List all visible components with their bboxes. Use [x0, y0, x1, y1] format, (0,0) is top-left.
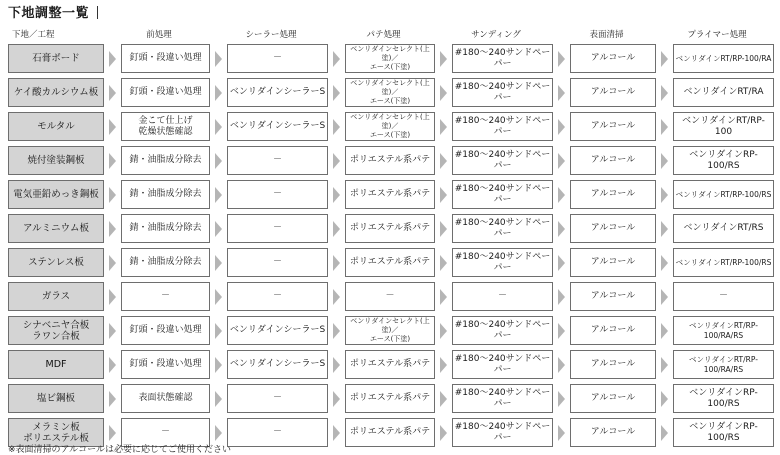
flow-arrow-icon [212, 110, 227, 144]
cell-sanding: #180～240サンドペーパー [452, 248, 553, 277]
step-slot [106, 212, 212, 246]
step-slot [330, 314, 437, 348]
cell-primer: ベンリダインRT/RP-100/RS [673, 248, 774, 277]
hdr-substrate: 下地／工程 [12, 30, 55, 40]
cell-sealer: － [227, 146, 328, 175]
cell-pretreatment: 釘頭・段違い処理 [121, 78, 210, 107]
flow-arrow-icon [330, 178, 345, 212]
flow-arrow-icon [437, 110, 452, 144]
cell-cleaning: アルコール [570, 214, 656, 243]
flow-arrow-icon [330, 76, 345, 110]
step-slot [437, 280, 555, 314]
hdr-sealer: シーラー処理 [245, 30, 297, 40]
flow-arrow-icon [212, 280, 227, 314]
step-slot [330, 42, 437, 76]
cell-sealer: － [227, 248, 328, 277]
flow-arrow-icon [106, 110, 121, 144]
flow-arrow-icon [555, 280, 570, 314]
flow-arrow-icon [212, 382, 227, 416]
hdr-cleaning: 表面清掃 [589, 30, 624, 40]
step-slot [555, 280, 658, 314]
cell-primer: ベンリダインRT/RP-100/RA/RS [673, 350, 774, 379]
cell-primer: ベンリダインRP-100/RS [673, 384, 774, 413]
flow-arrow-icon [658, 382, 673, 416]
step-slot [106, 280, 212, 314]
title-divider [97, 6, 98, 19]
flow-arrow-icon [212, 212, 227, 246]
step-slot [437, 144, 555, 178]
step-slot [212, 348, 330, 382]
flow-arrow-icon [106, 42, 121, 76]
flow-arrow-icon [555, 246, 570, 280]
flow-arrow-icon [330, 348, 345, 382]
step-slot [212, 246, 330, 280]
cell-sealer: ベンリダインシーラーS [227, 112, 328, 141]
cell-primer: ベンリダインRT/RS [673, 214, 774, 243]
step-slot [437, 42, 555, 76]
flow-arrow-icon [555, 382, 570, 416]
flow-arrow-icon [330, 416, 345, 450]
flow-arrow-icon [437, 382, 452, 416]
page-title [8, 2, 98, 21]
cell-putty: ポリエステル系パテ [345, 180, 435, 209]
cell-putty: － [345, 282, 435, 311]
flow-arrow-icon [106, 76, 121, 110]
step-slot [658, 246, 776, 280]
step-slot [658, 280, 776, 314]
flow-arrow-icon [555, 348, 570, 382]
substrate-label: シナベニヤ合板 ラワン合板 [8, 316, 104, 345]
flow-arrow-icon [106, 178, 121, 212]
step-slot [106, 246, 212, 280]
flow-arrow-icon [437, 280, 452, 314]
step-slot [555, 144, 658, 178]
flow-arrow-icon [212, 178, 227, 212]
cell-primer: ベンリダインRT/RA [673, 78, 774, 107]
cell-primer: ベンリダインRT/RP-100/RA [673, 44, 774, 73]
step-slot [658, 212, 776, 246]
step-slot [658, 382, 776, 416]
flow-arrow-icon [212, 314, 227, 348]
substrate-label: MDF [8, 350, 104, 379]
step-slot [330, 110, 437, 144]
flow-arrow-icon [555, 42, 570, 76]
step-slot [555, 416, 658, 450]
cell-pretreatment: 錆・油脂成分除去 [121, 248, 210, 277]
flow-arrow-icon [330, 382, 345, 416]
step-slot [212, 314, 330, 348]
step-slot [555, 110, 658, 144]
cell-pretreatment: － [121, 418, 210, 447]
step-slot [437, 110, 555, 144]
cell-pretreatment: 錆・油脂成分除去 [121, 214, 210, 243]
cell-cleaning: アルコール [570, 44, 656, 73]
flow-arrow-icon [106, 348, 121, 382]
flow-arrow-icon [658, 178, 673, 212]
flow-arrow-icon [658, 42, 673, 76]
step-slot [658, 348, 776, 382]
step-slot [212, 212, 330, 246]
cell-pretreatment: － [121, 282, 210, 311]
flow-arrow-icon [658, 144, 673, 178]
step-slot [212, 110, 330, 144]
cell-sealer: － [227, 384, 328, 413]
flow-arrow-icon [658, 212, 673, 246]
flow-arrow-icon [555, 314, 570, 348]
step-slot [437, 212, 555, 246]
cell-cleaning: アルコール [570, 384, 656, 413]
substrate-label: ステンレス板 [8, 248, 104, 277]
step-slot [658, 42, 776, 76]
step-slot [106, 314, 212, 348]
substrate-label: モルタル [8, 112, 104, 141]
cell-putty: ポリエステル系パテ [345, 146, 435, 175]
step-slot [555, 382, 658, 416]
cell-sealer: ベンリダインシーラーS [227, 350, 328, 379]
flow-arrow-icon [330, 314, 345, 348]
flow-arrow-icon [658, 76, 673, 110]
cell-putty: ベンリダインセレクト(上塗)／ エース(下塗) [345, 44, 435, 73]
cell-pretreatment: 金こて仕上げ 乾燥状態確認 [121, 112, 210, 141]
cell-pretreatment: 釘頭・段違い処理 [121, 350, 210, 379]
step-slot [555, 348, 658, 382]
surface-prep-table [8, 26, 776, 450]
flow-arrow-icon [437, 416, 452, 450]
flow-arrow-icon [437, 246, 452, 280]
substrate-label: 石膏ボード [8, 44, 104, 73]
substrate-label: 電気亜鉛めっき鋼板 [8, 180, 104, 209]
flow-arrow-icon [106, 382, 121, 416]
step-slot [658, 178, 776, 212]
flow-arrow-icon [106, 212, 121, 246]
step-slot [330, 212, 437, 246]
flow-arrow-icon [658, 280, 673, 314]
step-slot [330, 76, 437, 110]
step-slot [658, 110, 776, 144]
flow-arrow-icon [212, 42, 227, 76]
cell-putty: ポリエステル系パテ [345, 214, 435, 243]
flow-arrow-icon [330, 110, 345, 144]
cell-sanding: #180～240サンドペーパー [452, 180, 553, 209]
flow-arrow-icon [437, 212, 452, 246]
cell-putty: ポリエステル系パテ [345, 418, 435, 447]
page-title-text: 下地調整一覧 [8, 6, 90, 21]
flow-arrow-icon [106, 314, 121, 348]
cell-primer: ベンリダインRP-100/RS [673, 418, 774, 447]
cell-sanding: #180～240サンドペーパー [452, 418, 553, 447]
cell-primer: ベンリダインRT/RP-100/RA/RS [673, 316, 774, 345]
step-slot [437, 178, 555, 212]
flow-arrow-icon [555, 76, 570, 110]
cell-cleaning: アルコール [570, 180, 656, 209]
step-slot [106, 178, 212, 212]
cell-sealer: ベンリダインシーラーS [227, 316, 328, 345]
cell-sealer: － [227, 418, 328, 447]
flow-arrow-icon [658, 314, 673, 348]
flow-arrow-icon [437, 76, 452, 110]
cell-sealer: － [227, 180, 328, 209]
cell-cleaning: アルコール [570, 146, 656, 175]
cell-cleaning: アルコール [570, 282, 656, 311]
step-slot [212, 144, 330, 178]
cell-pretreatment: 錆・油脂成分除去 [121, 180, 210, 209]
step-slot [555, 42, 658, 76]
cell-cleaning: アルコール [570, 350, 656, 379]
step-slot [330, 348, 437, 382]
step-slot [106, 348, 212, 382]
hdr-primer: プライマー処理 [687, 30, 747, 40]
cell-putty: ポリエステル系パテ [345, 350, 435, 379]
step-slot [106, 382, 212, 416]
cell-cleaning: アルコール [570, 418, 656, 447]
substrate-label: ガラス [8, 282, 104, 311]
step-slot [330, 416, 437, 450]
step-slot [437, 416, 555, 450]
hdr-sanding: サンディング [471, 30, 521, 40]
step-slot [330, 178, 437, 212]
step-slot [106, 42, 212, 76]
cell-sealer: － [227, 282, 328, 311]
flow-arrow-icon [555, 144, 570, 178]
step-slot [212, 280, 330, 314]
step-slot [658, 416, 776, 450]
hdr-putty: パテ処理 [366, 30, 401, 40]
step-slot [555, 246, 658, 280]
flow-arrow-icon [658, 246, 673, 280]
step-slot [437, 76, 555, 110]
flow-arrow-icon [106, 144, 121, 178]
step-slot [106, 76, 212, 110]
cell-sanding: #180～240サンドペーパー [452, 384, 553, 413]
flow-arrow-icon [212, 144, 227, 178]
cell-sanding: #180～240サンドペーパー [452, 350, 553, 379]
flow-arrow-icon [330, 42, 345, 76]
substrate-label: 塩ビ鋼板 [8, 384, 104, 413]
step-slot [106, 110, 212, 144]
step-slot [555, 178, 658, 212]
cell-cleaning: アルコール [570, 78, 656, 107]
cell-sanding: #180～240サンドペーパー [452, 44, 553, 73]
step-slot [437, 348, 555, 382]
step-slot [658, 314, 776, 348]
step-slot [658, 76, 776, 110]
flow-arrow-icon [555, 212, 570, 246]
flow-arrow-icon [212, 76, 227, 110]
flow-arrow-icon [437, 178, 452, 212]
flow-arrow-icon [555, 110, 570, 144]
flow-arrow-icon [330, 246, 345, 280]
cell-sealer: ベンリダインシーラーS [227, 78, 328, 107]
cell-sanding: #180～240サンドペーパー [452, 112, 553, 141]
step-slot [212, 178, 330, 212]
flow-arrow-icon [658, 416, 673, 450]
cell-cleaning: アルコール [570, 316, 656, 345]
flow-arrow-icon [106, 246, 121, 280]
cell-sealer: － [227, 214, 328, 243]
flow-arrow-icon [330, 144, 345, 178]
cell-sanding: #180～240サンドペーパー [452, 78, 553, 107]
cell-sanding: #180～240サンドペーパー [452, 214, 553, 243]
cell-sealer: － [227, 44, 328, 73]
step-slot [212, 42, 330, 76]
step-slot [437, 382, 555, 416]
step-slot [437, 246, 555, 280]
flow-arrow-icon [658, 110, 673, 144]
step-slot [658, 144, 776, 178]
step-slot [437, 314, 555, 348]
flow-arrow-icon [658, 348, 673, 382]
cell-pretreatment: 錆・油脂成分除去 [121, 146, 210, 175]
flow-arrow-icon [555, 416, 570, 450]
hdr-pretreatment: 前処理 [146, 30, 172, 40]
substrate-label: 焼付塗装鋼板 [8, 146, 104, 175]
step-slot [555, 212, 658, 246]
cell-putty: ポリエステル系パテ [345, 248, 435, 277]
step-slot [212, 76, 330, 110]
cell-putty: ベンリダインセレクト(上塗)／ エース(下塗) [345, 78, 435, 107]
step-slot [330, 280, 437, 314]
flow-arrow-icon [437, 314, 452, 348]
cell-pretreatment: 釘頭・段違い処理 [121, 44, 210, 73]
footnote: ※表面清掃のアルコールは必要に応じてご使用ください [8, 445, 232, 455]
step-slot [106, 144, 212, 178]
cell-putty: ポリエステル系パテ [345, 384, 435, 413]
step-slot [330, 246, 437, 280]
cell-putty: ベンリダインセレクト(上塗)／ エース(下塗) [345, 112, 435, 141]
cell-sanding: － [452, 282, 553, 311]
flow-arrow-icon [437, 348, 452, 382]
cell-sanding: #180～240サンドペーパー [452, 146, 553, 175]
flow-arrow-icon [212, 246, 227, 280]
cell-pretreatment: 釘頭・段違い処理 [121, 316, 210, 345]
cell-cleaning: アルコール [570, 248, 656, 277]
cell-primer: ベンリダインRT/RP-100 [673, 112, 774, 141]
cell-primer: ベンリダインRT/RP-100/RS [673, 180, 774, 209]
cell-sanding: #180～240サンドペーパー [452, 316, 553, 345]
flow-arrow-icon [437, 42, 452, 76]
step-slot [212, 382, 330, 416]
step-slot [555, 314, 658, 348]
flow-arrow-icon [330, 280, 345, 314]
step-slot [330, 382, 437, 416]
substrate-label: ケイ酸カルシウム板 [8, 78, 104, 107]
cell-pretreatment: 表面状態確認 [121, 384, 210, 413]
flow-arrow-icon [330, 212, 345, 246]
substrate-label: メラミン板 ポリエステル板 [8, 418, 104, 447]
flow-arrow-icon [437, 144, 452, 178]
flow-arrow-icon [106, 280, 121, 314]
step-slot [555, 76, 658, 110]
cell-putty: ベンリダインセレクト(上塗)／ エース(下塗) [345, 316, 435, 345]
cell-primer: － [673, 282, 774, 311]
flow-arrow-icon [212, 348, 227, 382]
cell-primer: ベンリダインRP-100/RS [673, 146, 774, 175]
flow-arrow-icon [555, 178, 570, 212]
cell-cleaning: アルコール [570, 112, 656, 141]
step-slot [330, 144, 437, 178]
substrate-label: アルミニウム板 [8, 214, 104, 243]
